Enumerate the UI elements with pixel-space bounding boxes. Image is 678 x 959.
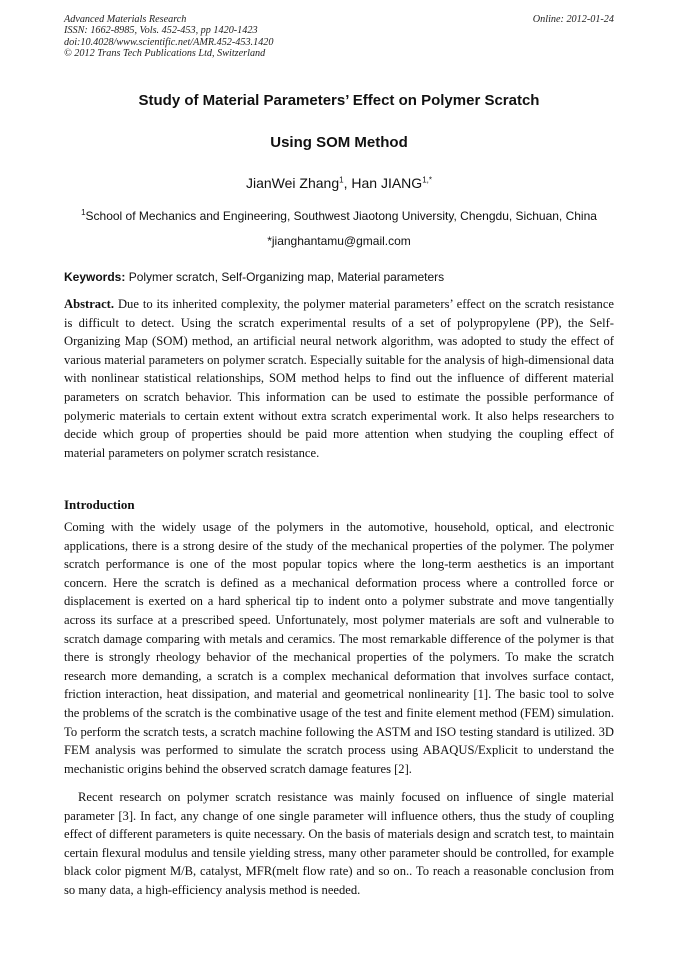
keywords-text: Polymer scratch, Self-Organizing map, Material parameters — [128, 270, 445, 284]
author-list — [0, 175, 678, 191]
paper-title-line-2: Using SOM Method — [270, 134, 408, 151]
abstract — [64, 295, 614, 462]
abstract-text: Due to its inherited complexity, the polymer material parameters’ effect on the scratch resistance is difficult to detect. Using the scratch experimental results of a set of polypropylene (PP), the Self-Organizing Map (SOM) method, an artificial neural network algorithm, was adopted to study the effect of various material parameters on polymer scratch. Especially suitable for the analysis of high-dimensional data with nonlinear statistical relationships, SOM method helps to find out the influence of different material parameters on scratch behavior. This information can be used to estimate the possible performance of polymeric materials to certain extent without extra scratch experimental work. It also helps researchers to decide which group of properties should be paid more attention when studying the coupling effect of material parameters on polymer scratch resistance. — [64, 297, 614, 460]
doi-line: doi:10.4028/www.scientific.net/AMR.452-453.1420 — [64, 36, 274, 48]
journal-header — [64, 14, 273, 60]
affiliation — [0, 209, 678, 223]
journal-name: Advanced Materials Research — [64, 14, 187, 25]
keywords — [64, 270, 444, 284]
introduction-paragraph-2: Recent research on polymer scratch resistance was mainly focused on influence of single material parameter [3]. In fact, any change of one single parameter will influence others, thus the study of coupling effect of different parameters is quite necessary. On the basis of materials design and scratch test, to maintain certain flexural modulus and tensile yielding stress, many other parameter should be controlled, for example black color pigment M/B, catalyst, MFR(melt flow rate) and so on.. To reach a reasonable conclusion from so many data, a high-efficiency analysis method is needed. — [64, 790, 614, 897]
affiliation-text: School of Mechanics and Engineering, Southwest Jiaotong University, Chengdu, Sichuan, China — [85, 209, 597, 223]
author-1-affiliation-mark: 1 — [339, 175, 344, 185]
issn-line: ISSN: 1662-8985, Vols. 452-453, pp 1420-1423 — [64, 25, 258, 37]
introduction-paragraph-1: Coming with the widely usage of the polymers in the automotive, household, optical, and electronic applications, there is a strong desire of the study of the mechanical properties of the polymer. The polymer scratch performance is one of the most popular topics where the long-term aesthetics is an important concern. Here the scratch is defined as a mechanical deformation process where a controlled force or displacement is exerted on a hard spherical tip to indent onto a polymer substrate and move tangentially across its surface at a prescribed speed. Unfortunately, most polymer materials are soft and vulnerable to scratch damage comparing with metals and ceramics. The most remarkable difference of the polymer is that there is strongly rheology behavior of the mechanical properties of the polymers. To make the scratch research more demanding, a scratch is a complex mechanical deformation that involves surface contact, friction interaction, heat dissipation, and material and geometrical nonlinearity [1]. The basic tool to solve the problems of the scratch is the combinative usage of the test and finite element method (FEM) simulation. To perform the scratch tests, a scratch machine following the ASTM and ISO testing standard is utilized. 3D FEM analysis was performed to simulate the scratch process using ABAQUS/Explicit to understand the mechanistic origins behind the observed scratch damage features [2]. — [64, 520, 614, 776]
paper-title-line-1: Study of Material Parameters’ Effect on Polymer Scratch — [138, 92, 540, 109]
author-1: JianWei Zhang — [246, 175, 340, 191]
author-separator: , — [343, 175, 352, 191]
affiliation-mark: 1 — [81, 208, 86, 217]
corresponding-email: *jianghantamu@gmail.com — [267, 234, 411, 248]
copyright-line: © 2012 Trans Tech Publications Ltd, Switzerland — [64, 48, 266, 60]
keywords-label: Keywords: — [64, 270, 126, 284]
author-2-affiliation-mark: 1,* — [422, 175, 432, 185]
introduction-heading: Introduction — [64, 497, 135, 512]
online-date: Online: 2012-01-24 — [532, 14, 614, 25]
abstract-label: Abstract. — [64, 297, 115, 311]
author-2: Han JIANG — [351, 175, 423, 191]
